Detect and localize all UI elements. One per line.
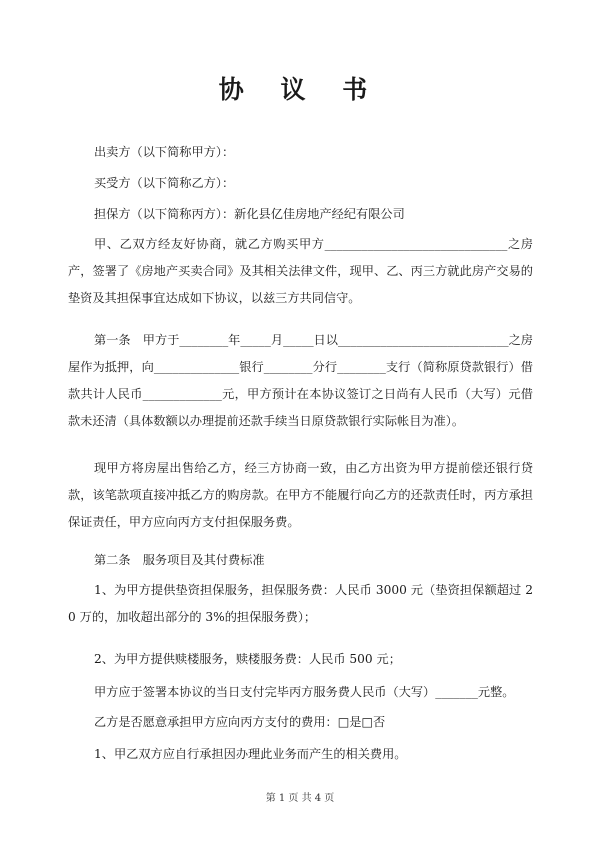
loan-paragraph: 现甲方将房屋出售给乙方，经三方协商一致，由乙方出资为甲方提前偿还银行贷款，该笔款项直接冲抵乙方的购房款。在甲方不能履行向乙方的还款责任时，丙方承担保证责任，甲方应向丙方支付担保服务费。 [68, 461, 533, 529]
payment-line: 甲方应于签署本协议的当日支付完毕丙方服务费人民币（大写）_______元整。 [94, 685, 515, 699]
page-footer: 第 1 页 共 4 页 [265, 793, 335, 804]
article-one-paragraph: 第一条 甲方于________年_____月_____日以____________________________之房屋作为抵押，向______________银行________分行________支行（简称原贷款银行）借款共计人民币_____________元，甲方预计在本协议签订之日尚有人民币（大写）元借款未还清（具体数额以办理提前还款手续当日原贷款银行实际帐目为准）。 [68, 333, 533, 428]
buyer-line: 买受方（以下简称乙方）： [94, 176, 235, 190]
cost-line: 1、甲乙双方应自行承担因办理此业务而产生的相关费用。 [94, 747, 407, 761]
buyer-choice-line: 乙方是否愿意承担甲方应向丙方支付的费用：□是□否 [94, 715, 386, 729]
document-title: 协 议 书 [218, 75, 382, 104]
article-two-heading: 第二条 服务项目及其付费标准 [94, 553, 265, 567]
intro-paragraph: 甲、乙双方经友好协商，就乙方购买甲方______________________________之房产，签署了《房地产买卖合同》及其相关法律文件，现甲、乙、丙三方就此房产交易的垫资及其担保事宜达成如下协议，以兹三方共同信守。 [68, 237, 533, 305]
guarantor-line: 担保方（以下简称丙方）：新化县亿佳房地产经纪有限公司 [94, 207, 405, 221]
seller-line: 出卖方（以下简称甲方）： [94, 145, 235, 159]
service-one-paragraph: 1、为甲方提供垫资担保服务，担保服务费：人民币 3000 元（垫资担保额超过 20 万的，加收超出部分的 3%的担保服务费）； [68, 583, 533, 624]
service-two-line: 2、为甲方提供赎楼服务，赎楼服务费：人民币 500 元； [94, 652, 401, 666]
